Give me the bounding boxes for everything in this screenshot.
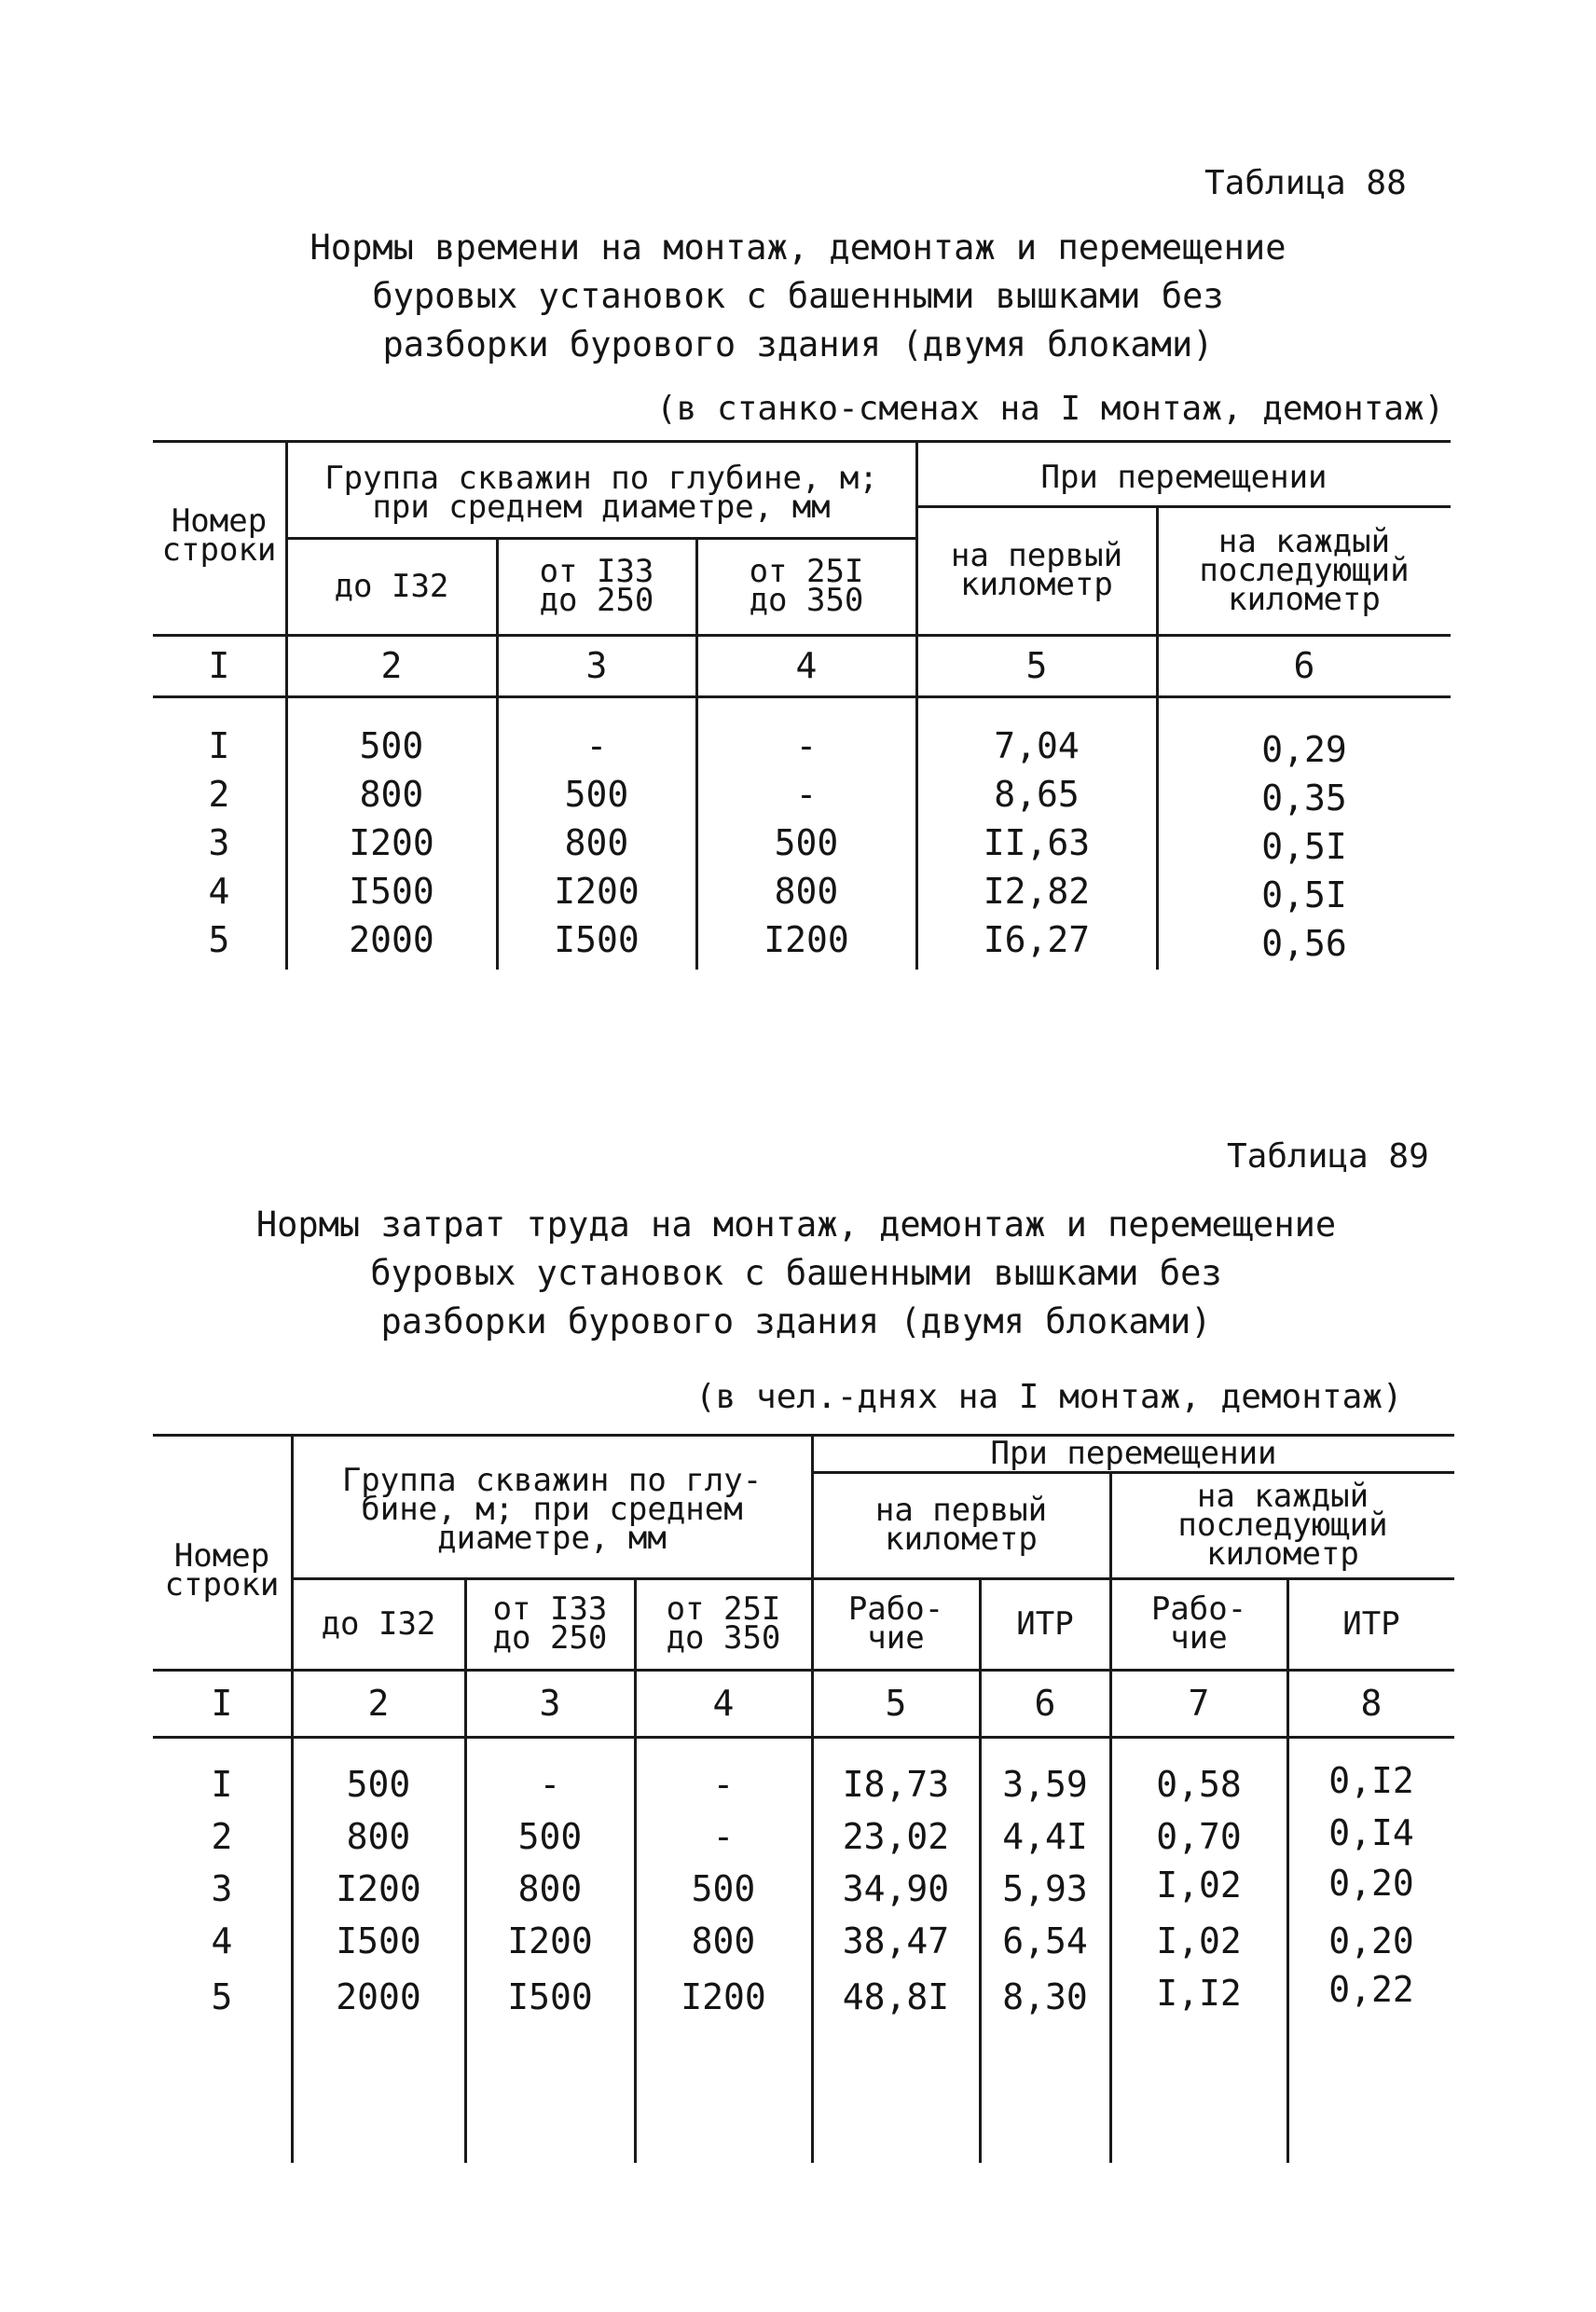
cell: I,I2 xyxy=(1156,1972,1242,2014)
header-col-7 xyxy=(1111,1581,1286,1667)
cell: 800 xyxy=(691,1920,756,1961)
rule-colnums xyxy=(153,1736,1454,1739)
cell: 500 xyxy=(359,724,424,766)
header-first-km xyxy=(813,1475,1109,1576)
cell: 500 xyxy=(346,1763,411,1805)
header-line: от I33 xyxy=(539,553,654,590)
cell: - xyxy=(712,1763,735,1805)
cell: 4,4I xyxy=(1002,1815,1088,1857)
col-number: 3 xyxy=(539,1682,561,1724)
header-line: чие xyxy=(867,1619,925,1657)
row-number: 2 xyxy=(208,773,230,815)
header-line: последующий xyxy=(1177,1506,1388,1544)
header-line: Группа скважин по глубине, м; xyxy=(324,460,878,497)
cell: I500 xyxy=(554,918,640,960)
header-line: Группа скважин по глу- xyxy=(341,1461,763,1499)
header-line: от I33 xyxy=(492,1590,608,1628)
cell: 0,56 xyxy=(1261,922,1347,964)
cell: 2000 xyxy=(336,1975,421,2017)
row-number: 5 xyxy=(208,918,230,960)
cell: 0,20 xyxy=(1328,1862,1414,1904)
header-col-5 xyxy=(917,509,1156,632)
row-number: I xyxy=(211,1763,233,1805)
table-row xyxy=(0,1915,1596,1967)
header-line: последующий xyxy=(1199,551,1410,589)
header-line: строки xyxy=(164,1566,280,1603)
cell: 0,5I xyxy=(1261,874,1347,915)
table-row xyxy=(0,770,1596,819)
header-move: При перемещении xyxy=(1040,458,1328,496)
cell: 500 xyxy=(564,773,629,815)
rule-move xyxy=(917,505,1451,508)
header-line: чие xyxy=(1170,1619,1228,1657)
col-number: 6 xyxy=(1293,644,1315,686)
header-col-6: ИТР xyxy=(1016,1604,1074,1643)
cell: I500 xyxy=(507,1975,593,2017)
cell: 800 xyxy=(774,870,839,912)
cell: 0,20 xyxy=(1328,1920,1414,1961)
col-number: 8 xyxy=(1360,1682,1383,1724)
header-col-6 xyxy=(1158,509,1451,632)
cell: - xyxy=(539,1763,561,1805)
cell: I200 xyxy=(336,1867,421,1909)
header-line: Рабо- xyxy=(1150,1590,1247,1628)
cell: 0,58 xyxy=(1156,1763,1242,1805)
cell: II,63 xyxy=(983,821,1091,863)
cell: I500 xyxy=(349,870,434,912)
col-number: 7 xyxy=(1188,1682,1210,1724)
title-line: буровых установок с башенными вышками без xyxy=(370,1253,1222,1293)
rule-top xyxy=(153,440,1451,443)
col-number: 5 xyxy=(1025,644,1048,686)
col-number: 5 xyxy=(885,1682,907,1724)
cell: I200 xyxy=(764,918,849,960)
cell: - xyxy=(585,724,608,766)
cell: I2,82 xyxy=(983,870,1091,912)
cell: - xyxy=(795,724,818,766)
header-col-8: ИТР xyxy=(1342,1604,1400,1643)
row-number: 4 xyxy=(211,1920,233,1961)
cell: I200 xyxy=(681,1975,766,2017)
row-number: 4 xyxy=(208,870,230,912)
header-row-number xyxy=(153,485,285,587)
cell: 7,04 xyxy=(994,724,1080,766)
table-row xyxy=(0,867,1596,915)
rule-header xyxy=(153,634,1451,637)
table-row xyxy=(0,722,1596,770)
cell: 34,90 xyxy=(842,1867,950,1909)
cell: - xyxy=(795,773,818,815)
cell: 48,8I xyxy=(842,1975,950,2017)
row-number: I xyxy=(208,724,230,766)
header-line: на первый xyxy=(950,537,1123,574)
header-line: километр xyxy=(960,566,1113,603)
rule-group xyxy=(287,537,917,540)
rule-colnums xyxy=(153,695,1451,698)
header-group xyxy=(287,451,915,535)
header-col-3 xyxy=(466,1581,634,1667)
table-row xyxy=(0,1863,1596,1915)
header-line: Рабо- xyxy=(847,1590,944,1628)
header-each-km xyxy=(1111,1475,1454,1576)
cell: 0,35 xyxy=(1261,777,1347,819)
title-line: Нормы затрат труда на монтаж, демонтаж и перемещение xyxy=(255,1204,1337,1245)
cell: 8,30 xyxy=(1002,1975,1088,2017)
cell: 6,54 xyxy=(1002,1920,1088,1961)
title-line: Нормы времени на монтаж, демонтаж и перемещение xyxy=(310,227,1286,268)
col-number: 4 xyxy=(712,1682,735,1724)
col-number: I xyxy=(208,644,230,686)
cell: I8,73 xyxy=(842,1763,950,1805)
header-col-2: до I32 xyxy=(321,1604,436,1643)
cell: 800 xyxy=(564,821,629,863)
table-88-units: (в станко-сменах на I монтаж, демонтаж) xyxy=(656,390,1445,428)
header-line: Номер xyxy=(171,502,268,540)
table-row xyxy=(0,1967,1596,2023)
header-line: строки xyxy=(161,531,277,569)
col-number: I xyxy=(211,1682,233,1724)
cell: 500 xyxy=(517,1815,583,1857)
title-line: разборки бурового здания (двумя блоками) xyxy=(380,1301,1212,1342)
header-line: на первый xyxy=(874,1492,1048,1529)
col-number: 4 xyxy=(795,644,818,686)
header-line: до 350 xyxy=(666,1619,781,1657)
table-row xyxy=(0,1810,1596,1863)
cell: I,02 xyxy=(1156,1920,1242,1961)
cell: 800 xyxy=(517,1867,583,1909)
cell: 800 xyxy=(359,773,424,815)
header-line: на каждый xyxy=(1196,1477,1369,1515)
header-col-4 xyxy=(636,1581,811,1667)
table-row xyxy=(0,915,1596,964)
header-line: километр xyxy=(1228,580,1381,618)
cell: 2000 xyxy=(349,918,434,960)
header-line: при среднем диаметре, мм xyxy=(372,489,831,526)
table-89 xyxy=(0,1025,1596,2144)
cell: I500 xyxy=(336,1920,421,1961)
header-line: от 25I xyxy=(749,553,864,590)
row-number: 3 xyxy=(208,821,230,863)
header-col-5 xyxy=(813,1581,979,1667)
cell: 0,22 xyxy=(1328,1968,1414,2010)
table-88-number: Таблица 88 xyxy=(1204,164,1407,202)
rule-header xyxy=(153,1669,1454,1672)
header-line: Номер xyxy=(173,1537,270,1575)
cell: I200 xyxy=(349,821,434,863)
cell: 5,93 xyxy=(1002,1867,1088,1909)
cell: 0,5I xyxy=(1261,825,1347,867)
header-col-2: до I32 xyxy=(334,567,449,605)
row-number: 3 xyxy=(211,1867,233,1909)
header-line: до 250 xyxy=(492,1619,608,1657)
col-number: 2 xyxy=(380,644,403,686)
cell: 0,70 xyxy=(1156,1815,1242,1857)
table-89-number: Таблица 89 xyxy=(1227,1137,1429,1176)
cell: 3,59 xyxy=(1002,1763,1088,1805)
header-line: километр xyxy=(885,1521,1038,1558)
cell: 0,I4 xyxy=(1328,1811,1414,1853)
table-88 xyxy=(0,0,1596,1025)
header-line: от 25I xyxy=(666,1590,781,1628)
cell: 8,65 xyxy=(994,773,1080,815)
table-row xyxy=(0,1758,1596,1810)
col-number: 3 xyxy=(585,644,608,686)
cell: I200 xyxy=(507,1920,593,1961)
cell: 500 xyxy=(691,1867,756,1909)
col-number: 2 xyxy=(367,1682,390,1724)
title-line: буровых установок с башенными вышками без xyxy=(372,276,1224,316)
header-line: до 350 xyxy=(749,582,864,619)
cell: 38,47 xyxy=(842,1920,950,1961)
row-number: 2 xyxy=(211,1815,233,1857)
table-89-units: (в чел.-днях на I монтаж, демонтаж) xyxy=(695,1378,1403,1416)
col-number: 6 xyxy=(1034,1682,1056,1724)
cell: 800 xyxy=(346,1815,411,1857)
cell: I,02 xyxy=(1156,1864,1242,1906)
cell: I6,27 xyxy=(983,918,1091,960)
header-row-number xyxy=(153,1501,291,1641)
header-line: бине, м; при среднем xyxy=(361,1490,743,1528)
row-number: 5 xyxy=(211,1975,233,2017)
cell: 23,02 xyxy=(842,1815,950,1857)
table-row xyxy=(0,819,1596,867)
header-move: При перемещении xyxy=(990,1434,1277,1472)
header-col-3 xyxy=(498,541,695,632)
header-line: диаметре, мм xyxy=(437,1519,667,1557)
header-col-4 xyxy=(697,541,915,632)
cell: - xyxy=(712,1815,735,1857)
header-line: до 250 xyxy=(539,582,654,619)
title-line: разборки бурового здания (двумя блоками) xyxy=(382,324,1214,365)
cell: 0,I2 xyxy=(1328,1759,1414,1801)
cell: I200 xyxy=(554,870,640,912)
cell: 0,29 xyxy=(1261,728,1347,770)
header-line: на каждый xyxy=(1218,522,1391,560)
header-line: километр xyxy=(1206,1534,1359,1573)
header-group xyxy=(293,1443,811,1576)
cell: 500 xyxy=(774,821,839,863)
